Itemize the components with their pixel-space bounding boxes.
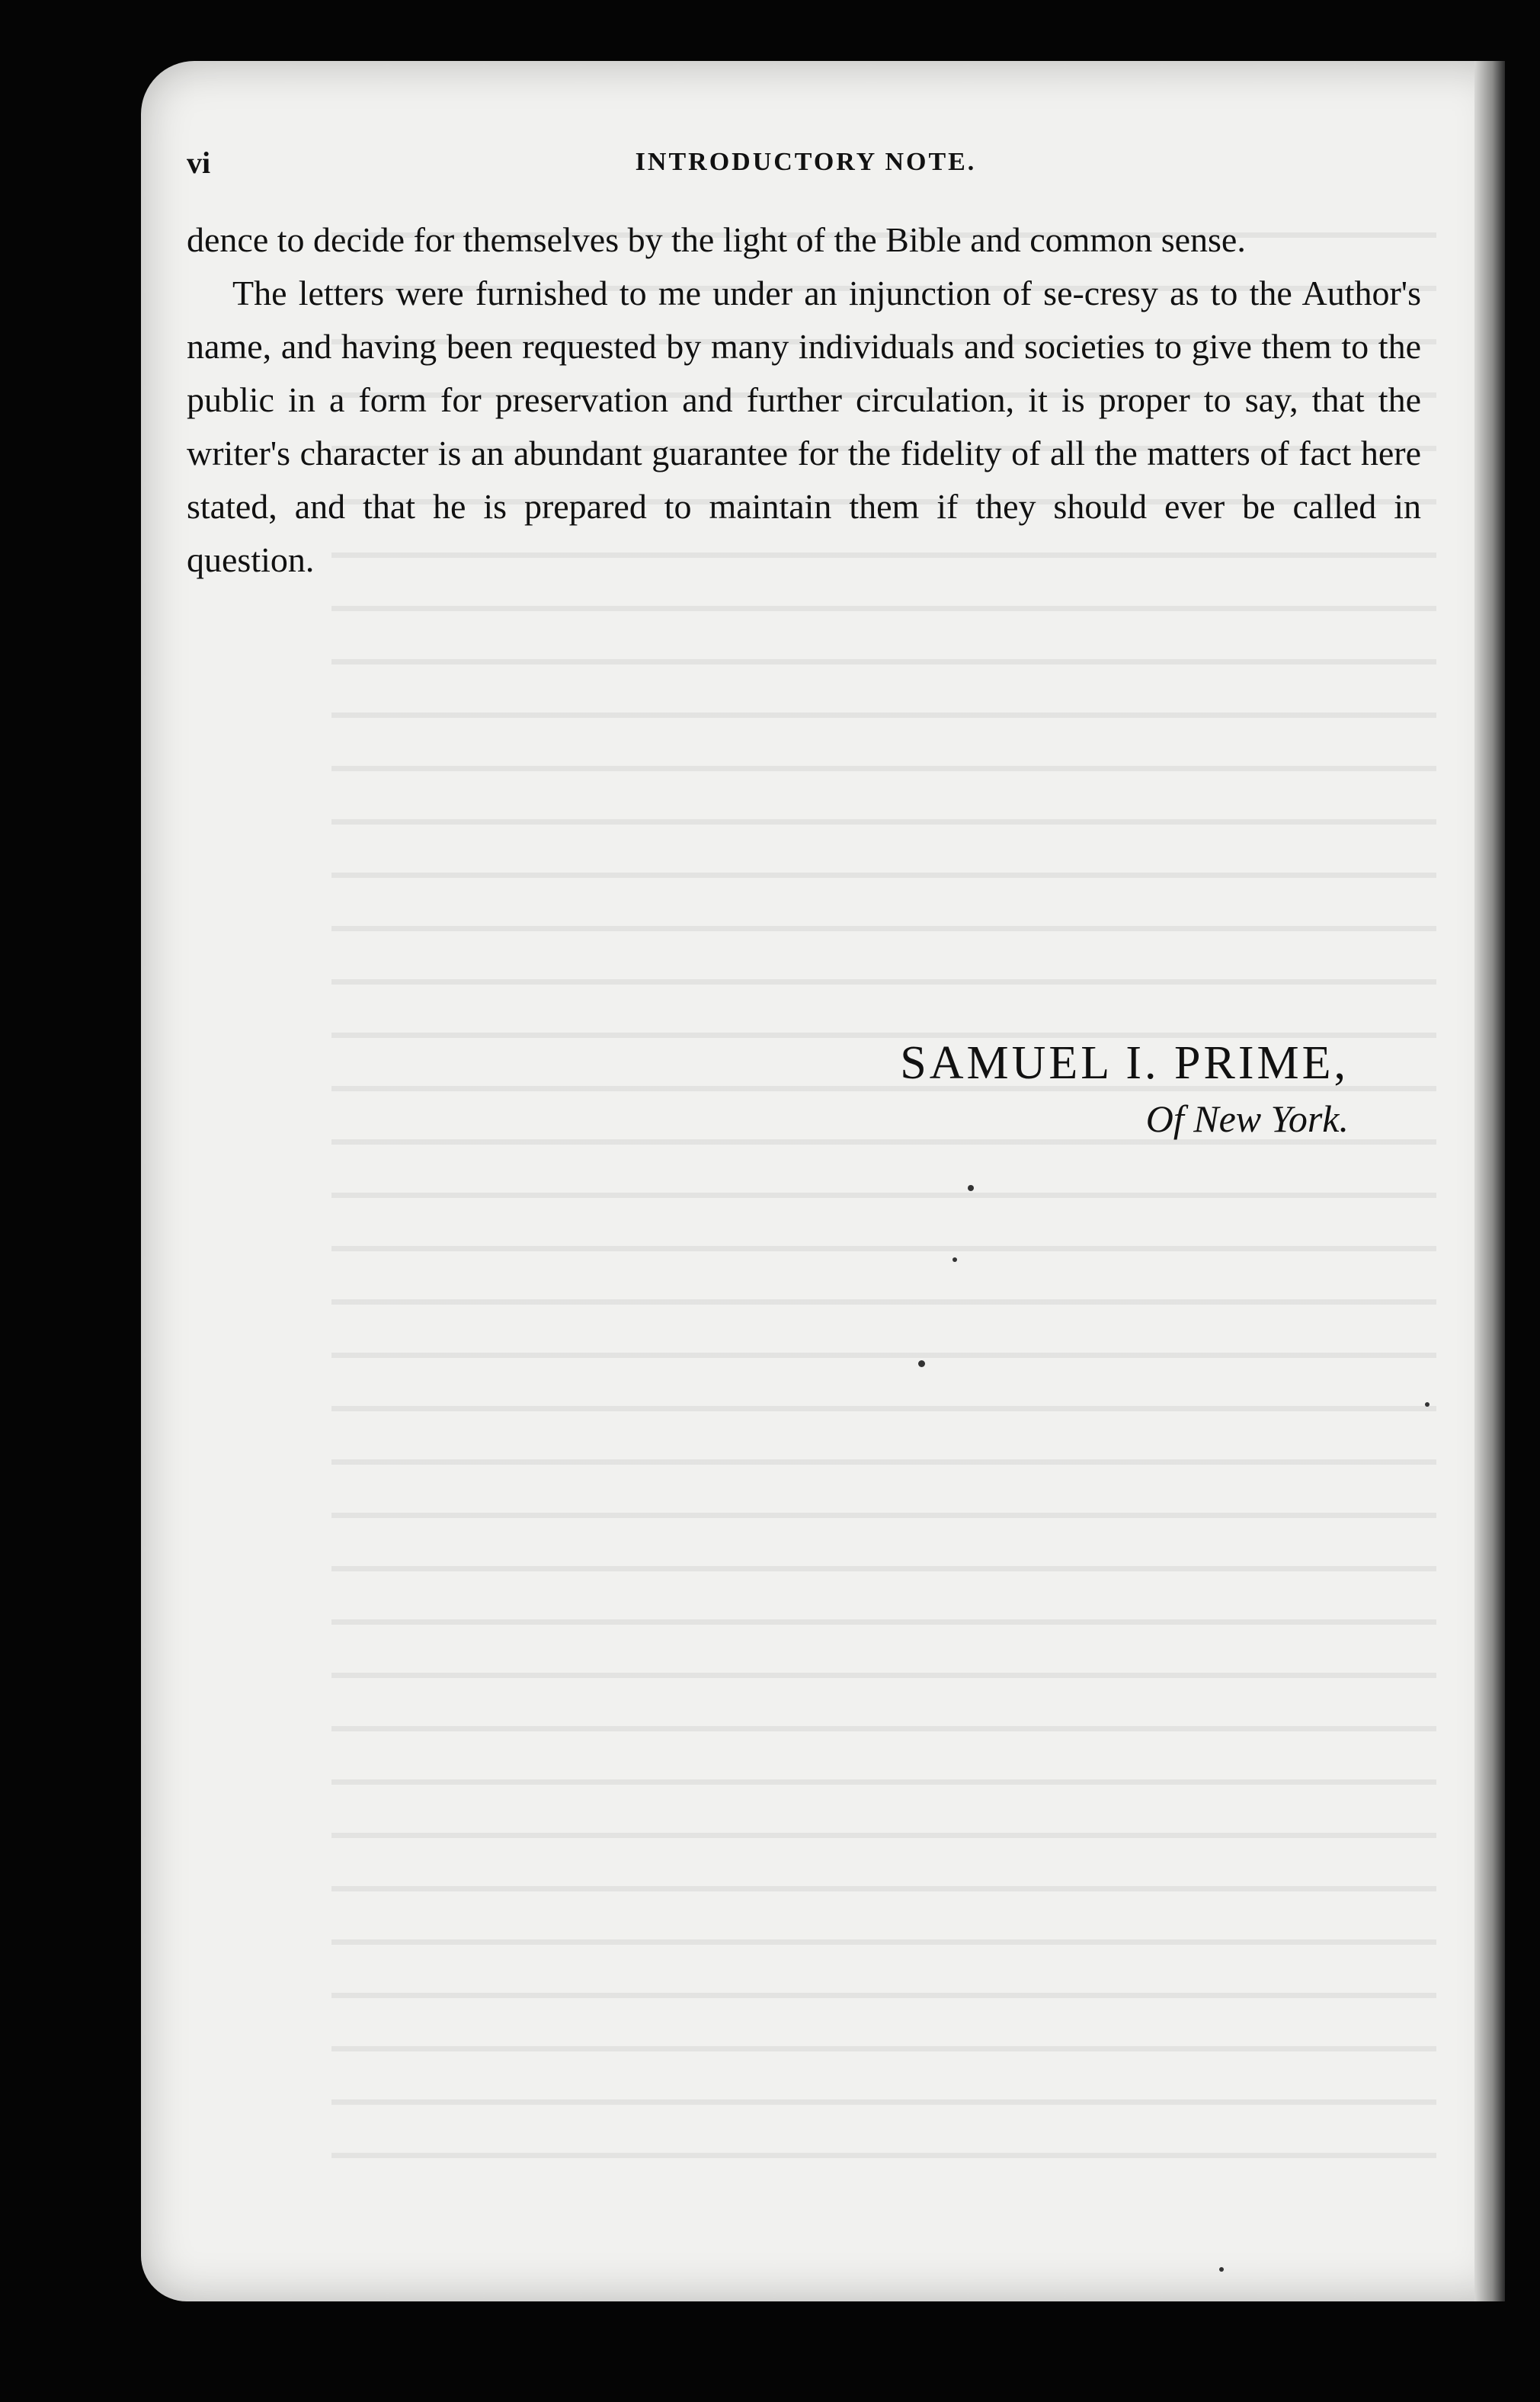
paragraph-continuation: dence to decide for themselves by the light of the Bible and common sense. [187,220,1246,259]
page-number: vi [187,146,211,180]
page-gutter-edge [1474,61,1505,2301]
running-title: INTRODUCTORY NOTE. [635,148,977,176]
signature-name: SAMUEL I. PRIME, [900,1037,1349,1089]
signature-place: Of New York. [1145,1097,1349,1140]
body-text [187,213,1421,587]
signature-block [686,1036,1349,1141]
scan-speck [968,1185,974,1191]
scan-speck [952,1257,957,1262]
scan-speck [1425,1402,1430,1407]
page-header [187,145,1425,191]
scan-speck [918,1360,925,1367]
paragraph-letters: The letters were furnished to me under an injunction of se-cresy as to the Author's name, and having been requested by many individuals and societies to give them to the public in a form for preservation and further circulation, it is proper to say, that the writer's character is an abundant guarantee for the fidelity of all the matters of fact here stated, and that he is prepared to maintain them if they should ever be called in question. [187,274,1421,579]
scan-speck [1219,2267,1224,2272]
